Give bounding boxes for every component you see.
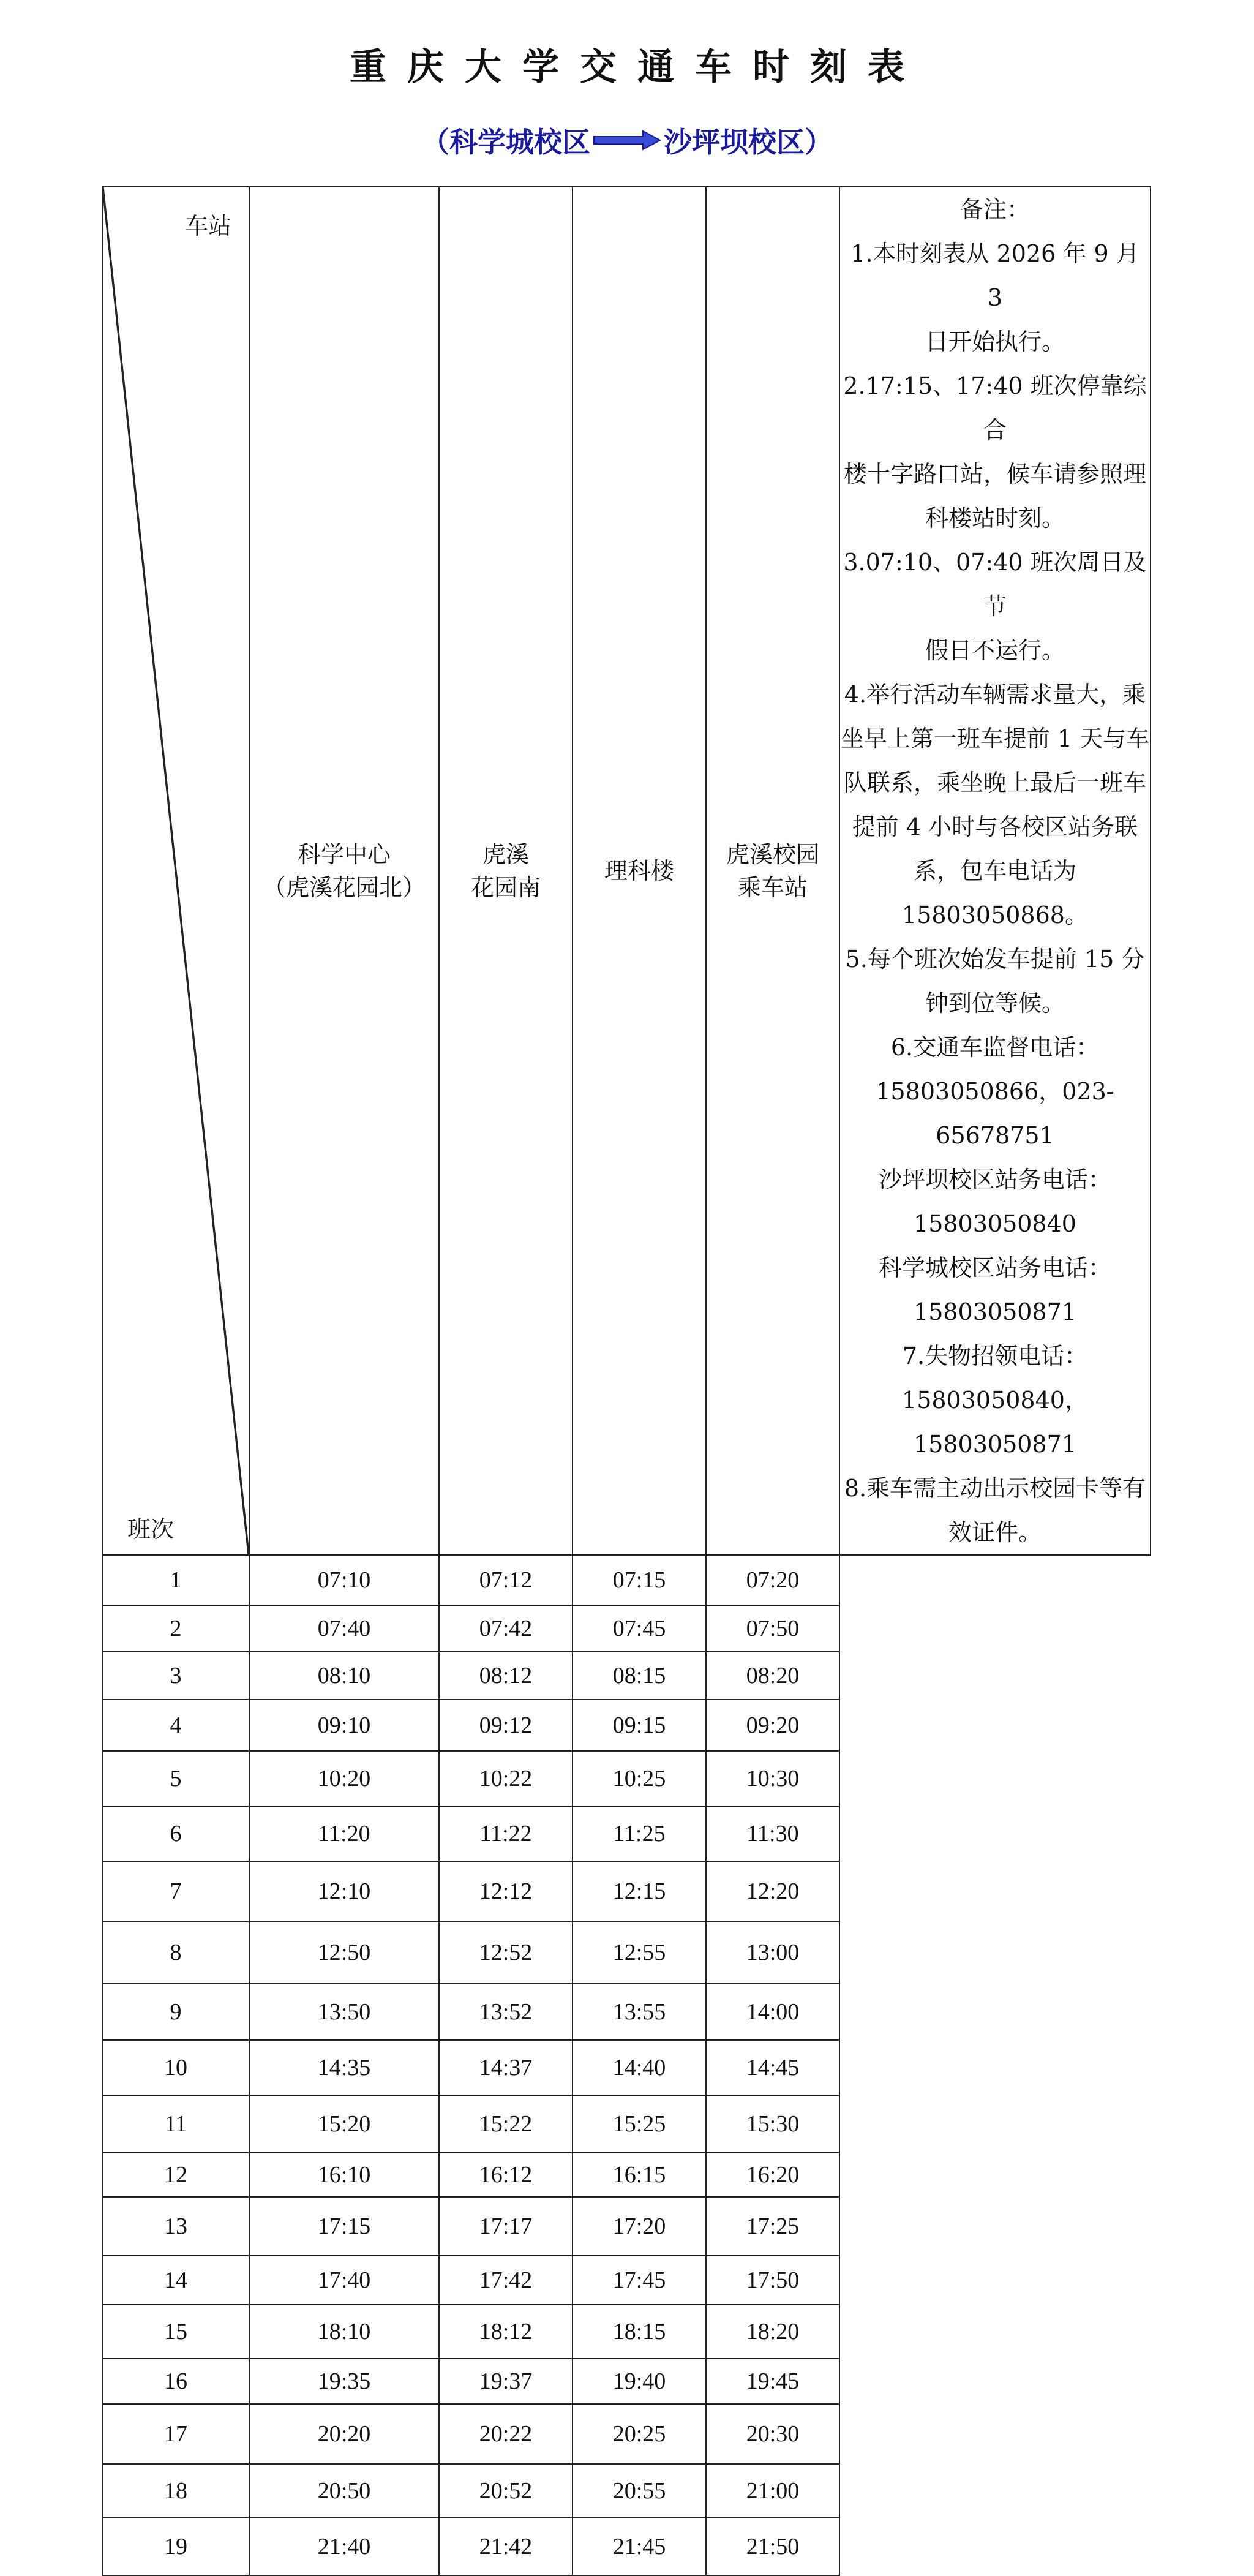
- departure-time-cell: 18:12: [439, 2305, 573, 2359]
- note-line: 15803050866，023-65678751: [876, 1078, 1114, 1149]
- table-row: [102, 2153, 1151, 2197]
- trip-number-cell: 3: [102, 1652, 249, 1700]
- departure-time-cell: 07:42: [439, 1605, 573, 1652]
- page-title: 重庆大学交通车时刻表: [350, 46, 925, 89]
- trip-number-cell: 11: [102, 2095, 249, 2153]
- departure-time-cell: 16:15: [573, 2153, 706, 2197]
- trip-number-cell: 18: [102, 2464, 249, 2518]
- table-row: [102, 1861, 1151, 1921]
- departure-time-cell: 20:20: [249, 2404, 439, 2464]
- note-line: 6.交通车监督电话：: [890, 1034, 1100, 1061]
- trip-number-cell: 12: [102, 2153, 249, 2197]
- departure-time-cell: 11:22: [439, 1806, 573, 1861]
- departure-time-cell: 08:15: [573, 1652, 706, 1700]
- note-line: 1.本时刻表从 2026 年 9 月 3: [850, 240, 1139, 311]
- route-from: （科学城校区: [421, 126, 590, 159]
- departure-time-cell: 19:37: [439, 2359, 573, 2404]
- departure-time-cell: 21:00: [706, 2464, 839, 2518]
- station-header-4: [706, 187, 839, 1555]
- trip-number-cell: 13: [102, 2197, 249, 2256]
- departure-time-cell: 10:30: [706, 1751, 839, 1806]
- departure-time-cell: 12:15: [573, 1861, 706, 1921]
- station-header-3: [573, 187, 706, 1555]
- note-line: 3.07:10、07:40 班次周日及节: [843, 549, 1147, 620]
- table-row: [102, 2305, 1151, 2359]
- departure-time-cell: 14:45: [706, 2040, 839, 2095]
- station-header-line: 虎溪校园: [726, 841, 819, 868]
- trip-number-cell: 15: [102, 2305, 249, 2359]
- diagonal-divider: [103, 187, 249, 1554]
- station-header-line: 理科楼: [604, 857, 674, 884]
- departure-time-cell: 07:12: [439, 1555, 573, 1605]
- departure-time-cell: 08:20: [706, 1652, 839, 1700]
- departure-time-cell: 10:22: [439, 1751, 573, 1806]
- note-line: 提前 4 小时与各校区站务联: [852, 813, 1138, 840]
- notes-cell: [839, 187, 1151, 1555]
- departure-time-cell: 18:20: [706, 2305, 839, 2359]
- table-row: [102, 1555, 1151, 1605]
- note-line: 坐早上第一班车提前 1 天与车: [840, 725, 1150, 752]
- departure-time-cell: 21:50: [706, 2518, 839, 2575]
- departure-time-cell: 11:30: [706, 1806, 839, 1861]
- departure-time-cell: 15:20: [249, 2095, 439, 2153]
- table-row: [102, 1700, 1151, 1751]
- departure-time-cell: 20:22: [439, 2404, 573, 2464]
- departure-time-cell: 21:42: [439, 2518, 573, 2575]
- departure-time-cell: 14:00: [706, 1984, 839, 2040]
- note-line: 15803050871: [914, 1298, 1076, 1325]
- departure-time-cell: 19:45: [706, 2359, 839, 2404]
- table-row: [102, 1751, 1151, 1806]
- departure-time-cell: 17:40: [249, 2256, 439, 2305]
- departure-time-cell: 07:40: [249, 1605, 439, 1652]
- corner-label-station: 车站: [184, 213, 231, 239]
- departure-time-cell: 16:10: [249, 2153, 439, 2197]
- departure-time-cell: 14:35: [249, 2040, 439, 2095]
- departure-time-cell: 08:10: [249, 1652, 439, 1700]
- departure-time-cell: 15:30: [706, 2095, 839, 2153]
- departure-time-cell: 09:10: [249, 1700, 439, 1751]
- trip-number-cell: 14: [102, 2256, 249, 2305]
- departure-time-cell: 19:35: [249, 2359, 439, 2404]
- departure-time-cell: 16:12: [439, 2153, 573, 2197]
- departure-time-cell: 10:20: [249, 1751, 439, 1806]
- departure-time-cell: 07:45: [573, 1605, 706, 1652]
- trip-number-cell: 17: [102, 2404, 249, 2464]
- departure-time-cell: 12:20: [706, 1861, 839, 1921]
- station-header-line: 虎溪: [482, 841, 529, 868]
- departure-time-cell: 12:50: [249, 1921, 439, 1984]
- note-line: 8.乘车需主动出示校园卡等有: [844, 1475, 1146, 1502]
- corner-label-trip: 班次: [127, 1516, 175, 1543]
- notes-title: 备注：: [959, 196, 1030, 223]
- table-row: [102, 2518, 1151, 2575]
- departure-time-cell: 12:10: [249, 1861, 439, 1921]
- departure-time-cell: 17:45: [573, 2256, 706, 2305]
- table-row: [102, 1605, 1151, 1652]
- timetable: [102, 186, 1151, 2576]
- departure-time-cell: 11:20: [249, 1806, 439, 1861]
- note-line: 假日不运行。: [925, 637, 1065, 664]
- departure-time-cell: 16:20: [706, 2153, 839, 2197]
- departure-time-cell: 17:17: [439, 2197, 573, 2256]
- departure-time-cell: 08:12: [439, 1652, 573, 1700]
- trip-number-cell: 9: [102, 1984, 249, 2040]
- departure-time-cell: 17:15: [249, 2197, 439, 2256]
- departure-time-cell: 13:00: [706, 1921, 839, 1984]
- departure-time-cell: 14:40: [573, 2040, 706, 2095]
- header-row: [102, 187, 1151, 1555]
- departure-time-cell: 17:20: [573, 2197, 706, 2256]
- departure-time-cell: 09:20: [706, 1700, 839, 1751]
- trip-number-cell: 10: [102, 2040, 249, 2095]
- notes-list: [840, 232, 1150, 1554]
- departure-time-cell: 17:42: [439, 2256, 573, 2305]
- station-header-line: 乘车站: [737, 874, 808, 901]
- departure-time-cell: 12:52: [439, 1921, 573, 1984]
- table-row: [102, 2040, 1151, 2095]
- note-line: 4.举行活动车辆需求量大，乘: [844, 681, 1146, 708]
- trip-number-cell: 1: [102, 1555, 249, 1605]
- table-row: [102, 1921, 1151, 1984]
- departure-time-cell: 18:15: [573, 2305, 706, 2359]
- note-line: 7.失物招领电话：: [902, 1343, 1088, 1369]
- table-row: [102, 2464, 1151, 2518]
- trip-number-cell: 16: [102, 2359, 249, 2404]
- note-line: 日开始执行。: [925, 328, 1065, 355]
- note-line: 钟到位等候。: [925, 990, 1065, 1017]
- departure-time-cell: 15:25: [573, 2095, 706, 2153]
- station-header-line: （虎溪花园北）: [262, 874, 426, 901]
- departure-time-cell: 07:15: [573, 1555, 706, 1605]
- departure-time-cell: 10:25: [573, 1751, 706, 1806]
- note-line: 队联系，乘坐晚上最后一班车: [843, 769, 1146, 796]
- table-row: [102, 1984, 1151, 2040]
- departure-time-cell: 20:50: [249, 2464, 439, 2518]
- departure-time-cell: 11:25: [573, 1806, 706, 1861]
- corner-header-cell: [102, 187, 249, 1555]
- departure-time-cell: 09:12: [439, 1700, 573, 1751]
- table-row: [102, 2404, 1151, 2464]
- table-row: [102, 2256, 1151, 2305]
- note-line: 5.每个班次始发车提前 15 分: [845, 946, 1145, 973]
- station-header-2: [439, 187, 573, 1555]
- departure-time-cell: 21:40: [249, 2518, 439, 2575]
- table-row: [102, 2359, 1151, 2404]
- note-line: 15803050840: [914, 1210, 1076, 1237]
- departure-time-cell: 17:25: [706, 2197, 839, 2256]
- departure-time-cell: 13:50: [249, 1984, 439, 2040]
- departure-time-cell: 09:15: [573, 1700, 706, 1751]
- station-header-line: 科学中心: [297, 841, 391, 868]
- note-line: 科楼站时刻。: [925, 505, 1065, 532]
- table-row: [102, 1806, 1151, 1861]
- route-to: 沙坪坝校区）: [664, 126, 833, 159]
- trip-number-cell: 8: [102, 1921, 249, 1984]
- departure-time-cell: 13:52: [439, 1984, 573, 2040]
- note-line: 科学城校区站务电话：: [878, 1254, 1111, 1281]
- departure-time-cell: 20:25: [573, 2404, 706, 2464]
- departure-time-cell: 07:10: [249, 1555, 439, 1605]
- trip-number-cell: 5: [102, 1751, 249, 1806]
- note-line: 15803050840，15803050871: [902, 1387, 1088, 1458]
- note-line: 沙坪坝校区站务电话：: [878, 1166, 1111, 1193]
- departure-time-cell: 07:50: [706, 1605, 839, 1652]
- note-line: 效证件。: [948, 1519, 1042, 1546]
- station-header-line: 花园南: [470, 874, 541, 901]
- route-subtitle: [0, 120, 1254, 160]
- departure-time-cell: 18:10: [249, 2305, 439, 2359]
- timetable-body: [102, 1555, 1151, 2575]
- departure-time-cell: 20:55: [573, 2464, 706, 2518]
- note-line: 2.17:15、17:40 班次停靠综合: [843, 372, 1147, 443]
- trip-number-cell: 19: [102, 2518, 249, 2575]
- departure-time-cell: 14:37: [439, 2040, 573, 2095]
- departure-time-cell: 20:30: [706, 2404, 839, 2464]
- departure-time-cell: 12:12: [439, 1861, 573, 1921]
- departure-time-cell: 20:52: [439, 2464, 573, 2518]
- arrow-right-icon: [593, 129, 661, 151]
- departure-time-cell: 13:55: [573, 1984, 706, 2040]
- trip-number-cell: 7: [102, 1861, 249, 1921]
- trip-number-cell: 6: [102, 1806, 249, 1861]
- departure-time-cell: 15:22: [439, 2095, 573, 2153]
- table-row: [102, 1652, 1151, 1700]
- trip-number-cell: 2: [102, 1605, 249, 1652]
- departure-time-cell: 21:45: [573, 2518, 706, 2575]
- note-line: 系，包车电话为 15803050868。: [902, 857, 1088, 928]
- departure-time-cell: 19:40: [573, 2359, 706, 2404]
- trip-number-cell: 4: [102, 1700, 249, 1751]
- departure-time-cell: 07:20: [706, 1555, 839, 1605]
- table-row: [102, 2095, 1151, 2153]
- note-line: 楼十字路口站，候车请参照理: [843, 461, 1146, 488]
- table-row: [102, 2197, 1151, 2256]
- station-header-1: [249, 187, 439, 1555]
- departure-time-cell: 17:50: [706, 2256, 839, 2305]
- departure-time-cell: 12:55: [573, 1921, 706, 1984]
